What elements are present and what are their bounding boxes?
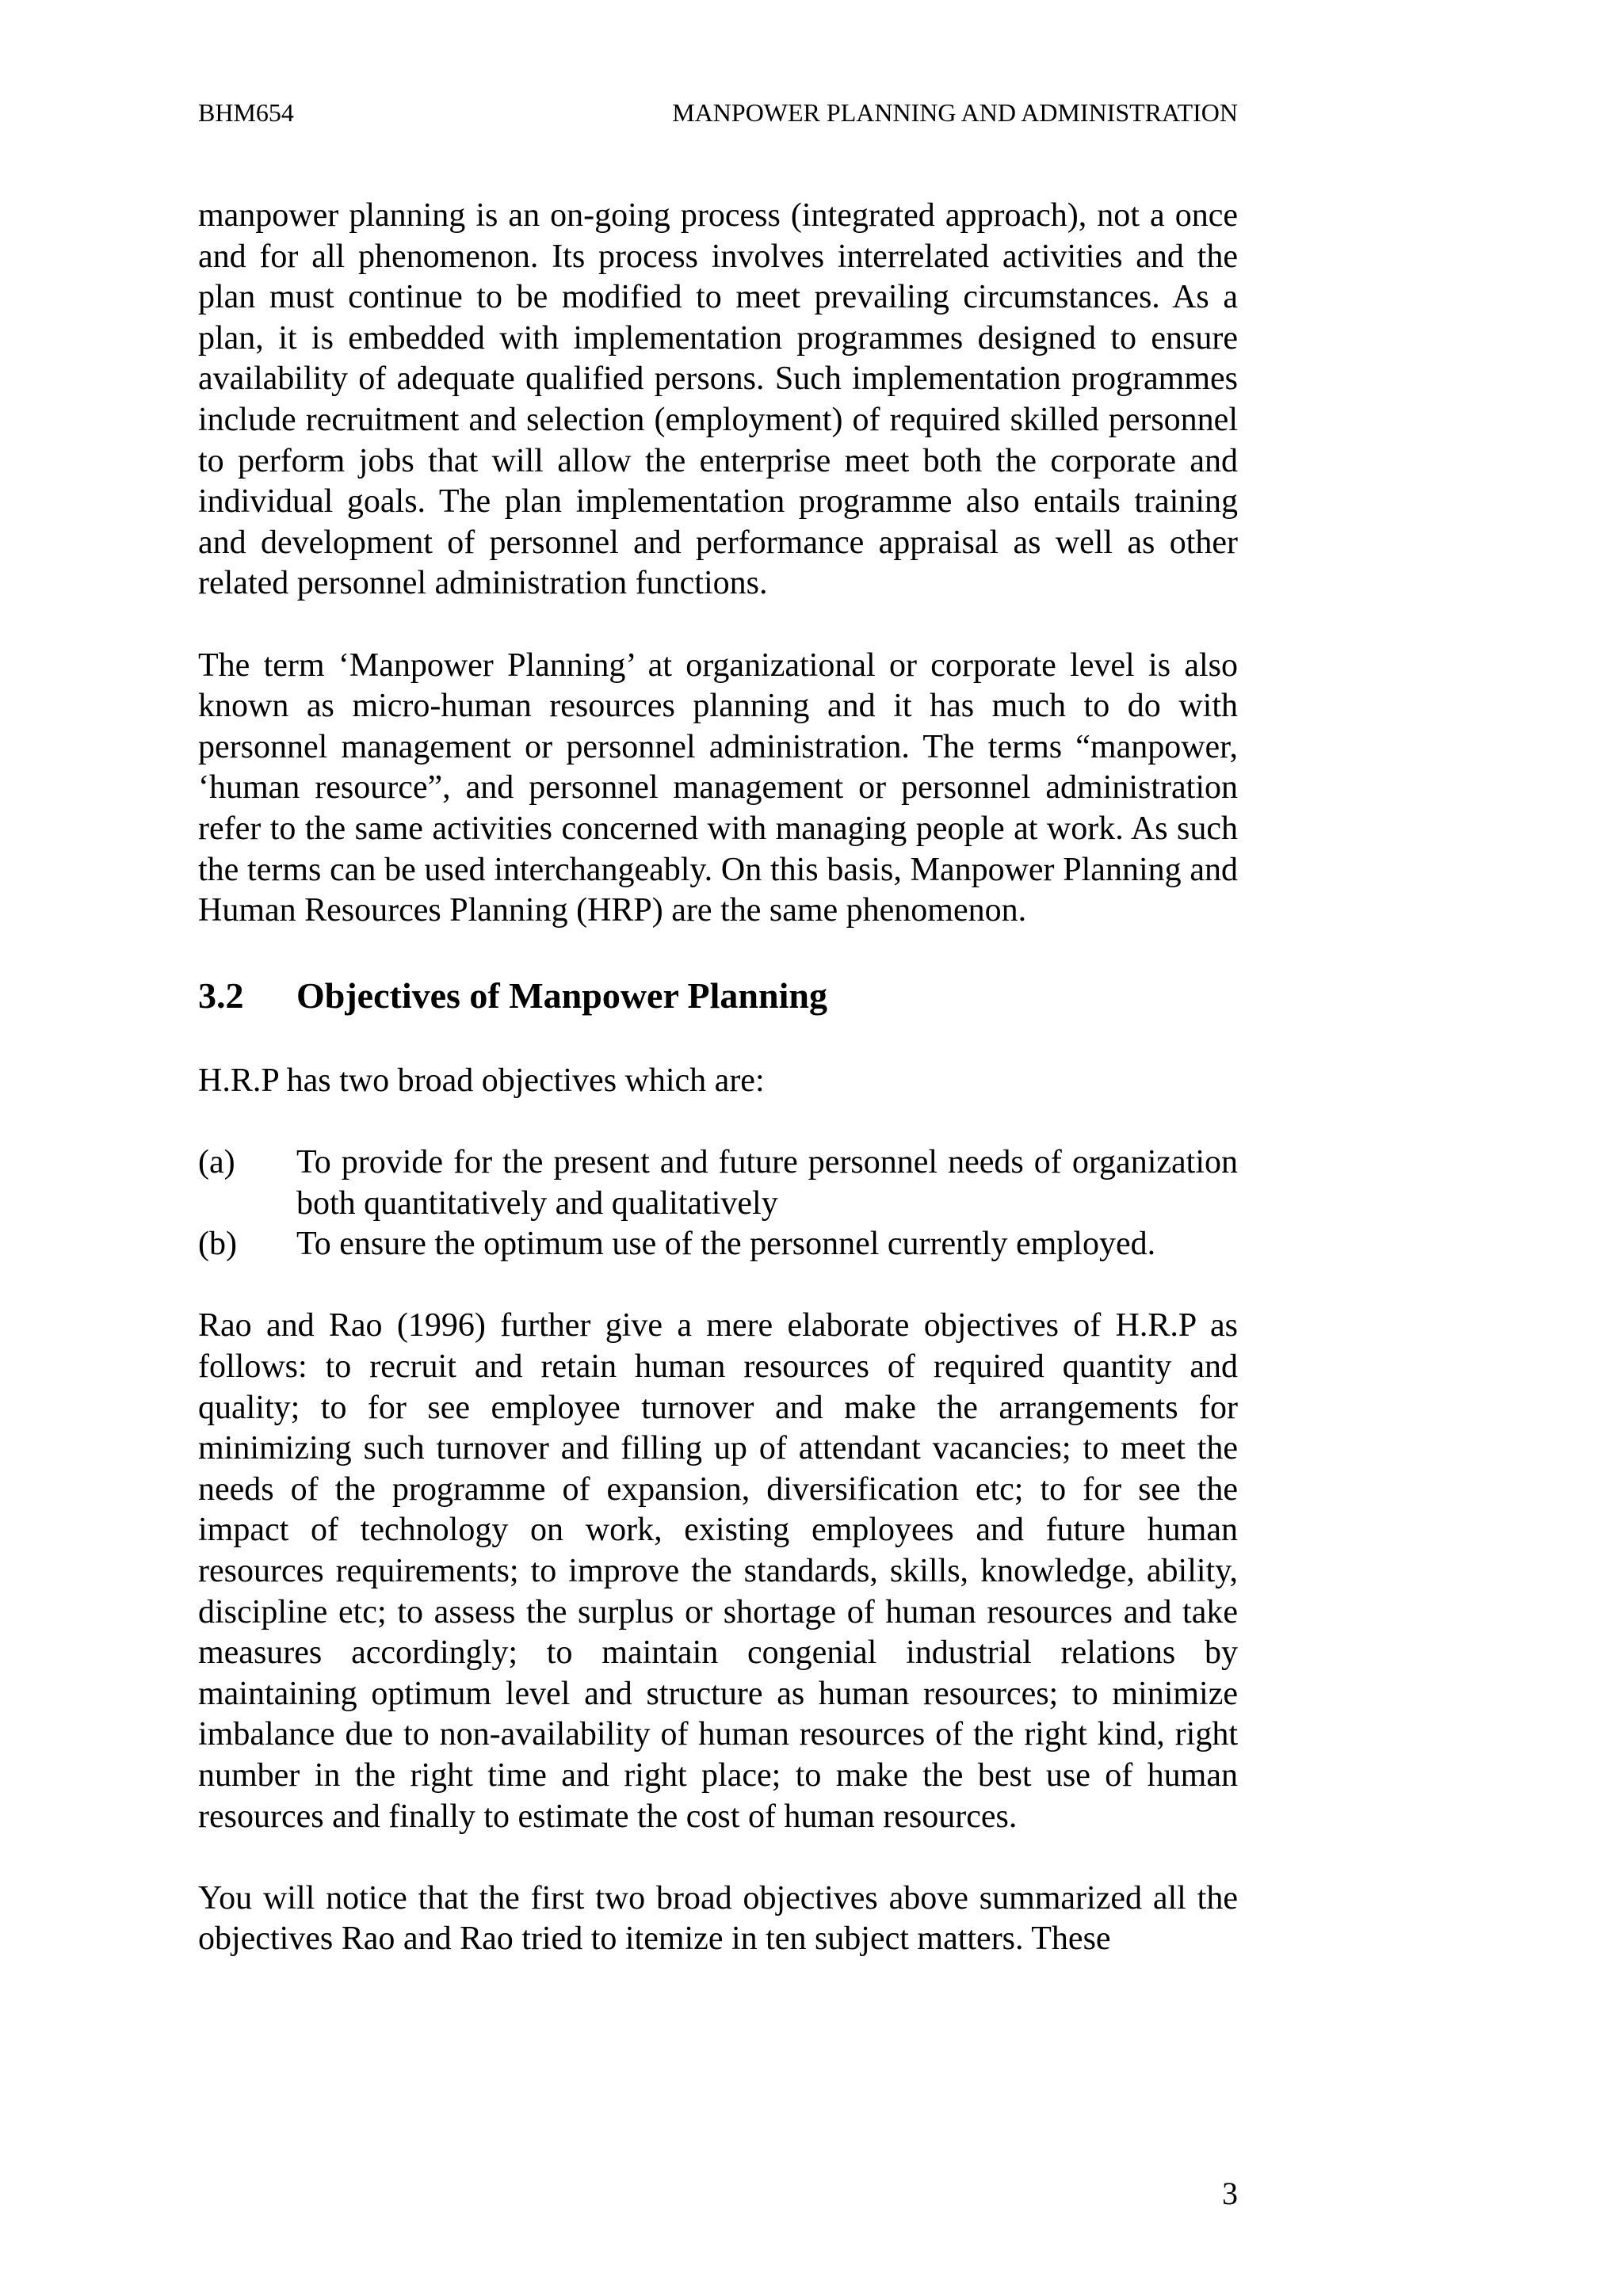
- page-number: 3: [1222, 2176, 1238, 2211]
- section-number: 3.2: [198, 975, 244, 1016]
- section-heading: [198, 972, 1238, 1020]
- list-marker: (b): [198, 1226, 237, 1263]
- paragraph-1: manpower planning is an on-going process (integrated approach), not a once and for all phenomenon. Its process involves interrelated activities and the plan must continue to be modified to meet prevailing circumstances. As a plan, it is embedded with implementation programmes designed to ensure availability of adequate qualified persons. Such implementation programmes include recruitment and selection (employment) of required skilled personnel to perform jobs that will allow the enterprise meet both the corporate and individual goals. The plan implementation programme also entails training and development of personnel and performance appraisal as well as other related personnel administration functions.: [198, 197, 1238, 602]
- page-body: [198, 196, 1238, 1960]
- section-title: Objectives of Manpower Planning: [296, 975, 827, 1016]
- page-header: [198, 98, 1238, 133]
- course-code: BHM654: [198, 98, 294, 127]
- list-item-text: To provide for the present and future personnel needs of organization both quantitatively and qualitatively: [296, 1144, 1238, 1222]
- paragraph-3: Rao and Rao (1996) further give a mere elaborate objectives of H.R.P as follows: to recruit and retain human resources of required quantity and quality; to for see employee turnover and make the arrangements for minimizing such turnover and filling up of attendant vacancies; to meet the needs of the programme of expansion, diversification etc; to for see the impact of technology on work, existing employees and future human resources requirements; to improve the standards, skills, knowledge, ability, discipline etc; to assess the surplus or shortage of human resources and take measures accordingly; to maintain congenial industrial relations by maintaining optimum level and structure as human resources; to minimize imbalance due to non-availability of human resources of the right kind, right number in the right time and right place; to make the best use of human resources and finally to estimate the cost of human resources.: [198, 1307, 1238, 1835]
- paragraph-2: The term ‘Manpower Planning’ at organizational or corporate level is also known as micro-human resources planning and it has much to do with personnel management or personnel administration. The terms “manpower, ‘human resource”, and personnel management or personnel administration refer to the same activities concerned with managing people at work. As such the terms can be used interchangeably. On this basis, Manpower Planning and Human Resources Planning (HRP) are the same phenomenon.: [198, 646, 1238, 929]
- list-marker: (a): [198, 1144, 235, 1181]
- paragraph-4: You will notice that the first two broad objectives above summarized all the objectives Rao and Rao tried to itemize in ten subject matters. These: [198, 1879, 1238, 1958]
- list-item: [198, 1142, 1238, 1224]
- course-title: MANPOWER PLANNING AND ADMINISTRATION: [672, 98, 1238, 127]
- list-item-text: To ensure the optimum use of the personnel currently employed.: [296, 1226, 1156, 1263]
- objectives-list: [198, 1142, 1238, 1265]
- list-item: [198, 1224, 1238, 1265]
- section-intro: H.R.P has two broad objectives which are:: [198, 1062, 765, 1099]
